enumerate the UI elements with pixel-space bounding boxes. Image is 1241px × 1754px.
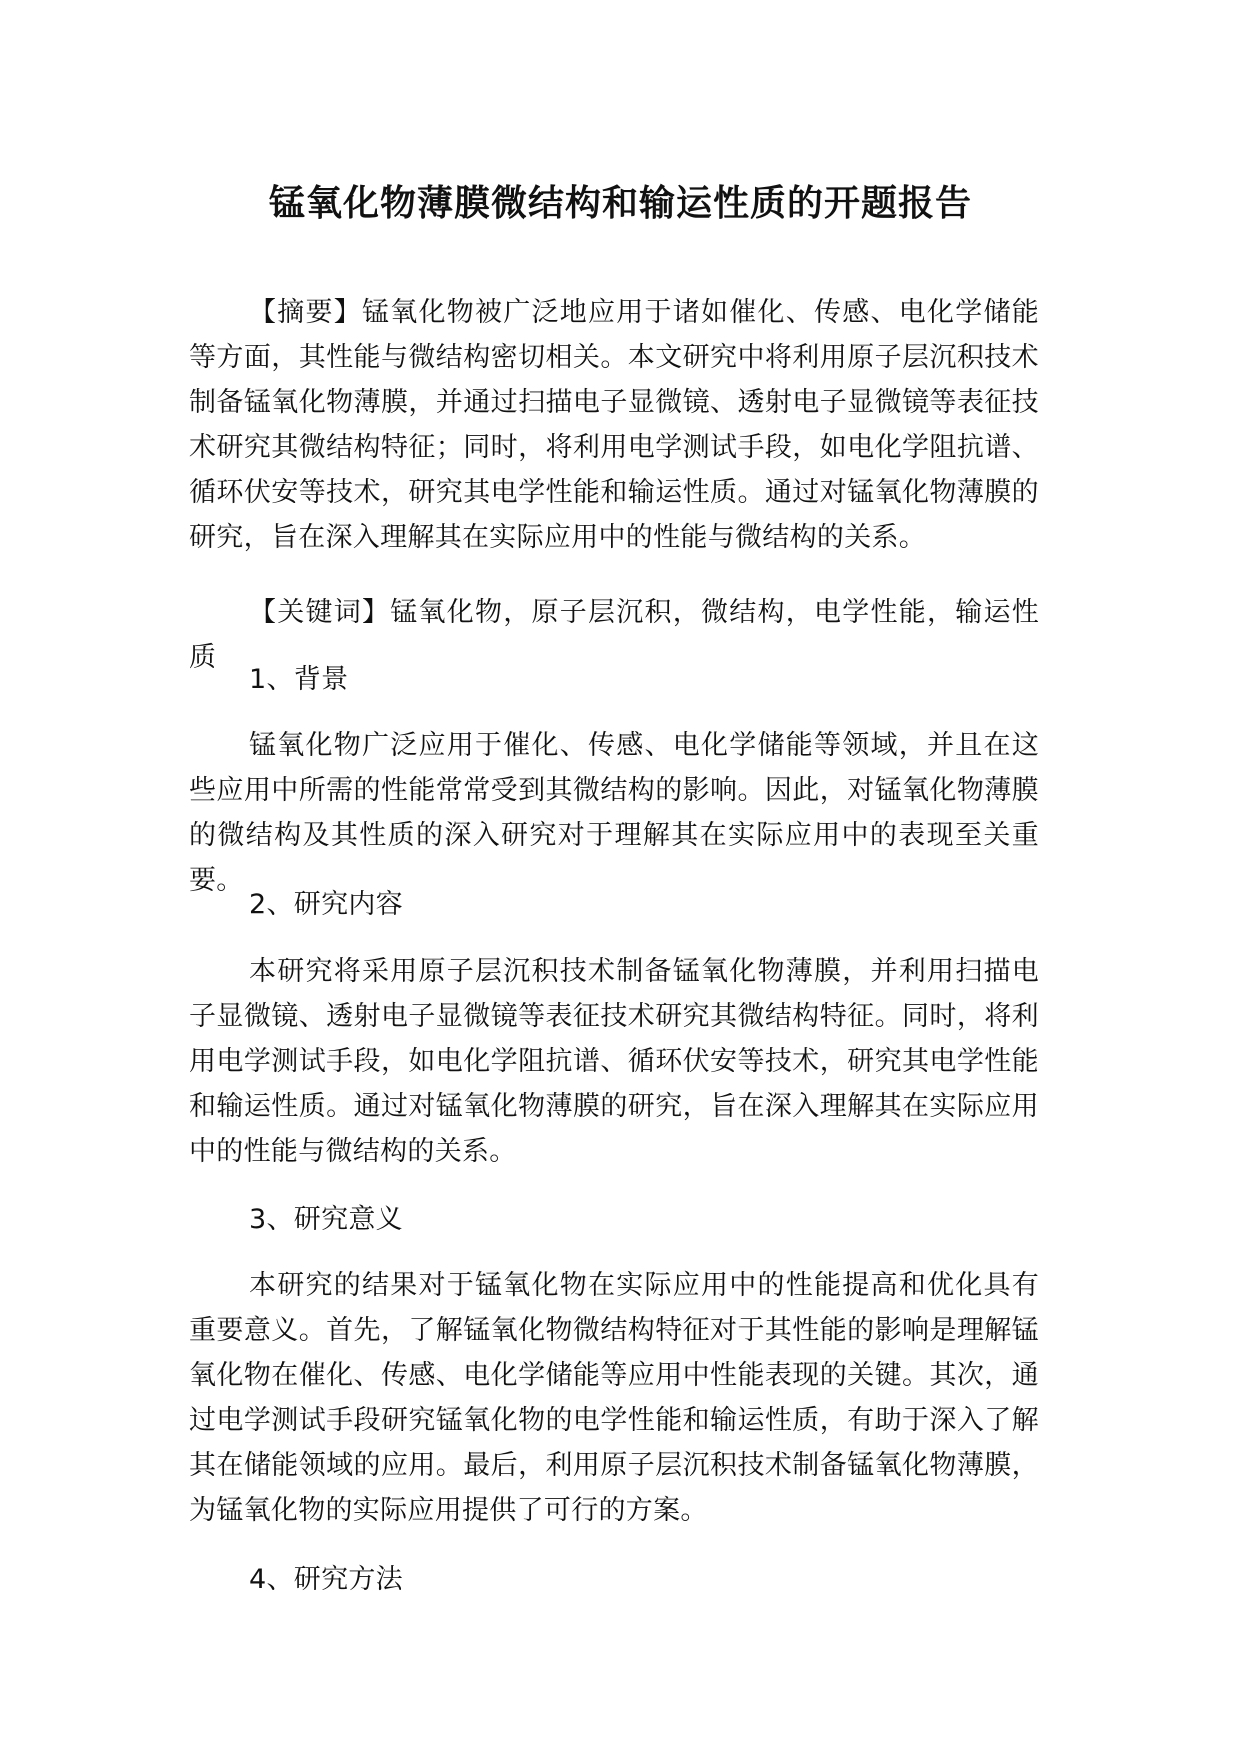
section-body-background: 锰氧化物广泛应用于催化、传感、电化学储能等领域，并且在这些应用中所需的性能常常受到其微结构的影响。因此，对锰氧化物薄膜的微结构及其性质的深入研究对于理解其在实际应用中的表现至关重要。 [189, 730, 1039, 896]
section-heading-methods: 4、研究方法 [249, 1564, 403, 1595]
section-heading-significance: 3、研究意义 [249, 1204, 403, 1235]
section-heading-research-content: 2、研究内容 [249, 889, 403, 920]
section-body-significance: 本研究的结果对于锰氧化物在实际应用中的性能提高和优化具有重要意义。首先，了解锰氧化物微结构特征对于其性能的影响是理解锰氧化物在催化、传感、电化学储能等应用中性能表现的关键。其次，通过电学测试手段研究锰氧化物的电学性能和输运性质，有助于深入了解其在储能领域的应用。最后，利用原子层沉积技术制备锰氧化物薄膜，为锰氧化物的实际应用提供了可行的方案。 [189, 1270, 1039, 1526]
section-body-research-content: 本研究将采用原子层沉积技术制备锰氧化物薄膜，并利用扫描电子显微镜、透射电子显微镜等表征技术研究其微结构特征。同时，将利用电学测试手段，如电化学阻抗谱、循环伏安等技术，研究其电学性能和输运性质。通过对锰氧化物薄膜的研究，旨在深入理解其在实际应用中的性能与微结构的关系。 [189, 956, 1039, 1167]
abstract-paragraph: 【摘要】锰氧化物被广泛地应用于诸如催化、传感、电化学储能等方面，其性能与微结构密切相关。本文研究中将利用原子层沉积技术制备锰氧化物薄膜，并通过扫描电子显微镜、透射电子显微镜等表征技术研究其微结构特征；同时，将利用电学测试手段，如电化学阻抗谱、循环伏安等技术，研究其电学性能和输运性质。通过对锰氧化物薄膜的研究，旨在深入理解其在实际应用中的性能与微结构的关系。 [189, 297, 1039, 553]
document-title: 锰氧化物薄膜微结构和输运性质的开题报告 [268, 183, 972, 224]
keywords-paragraph: 【关键词】锰氧化物，原子层沉积，微结构，电学性能，输运性质 [189, 597, 1039, 673]
section-heading-background: 1、背景 [249, 664, 349, 695]
